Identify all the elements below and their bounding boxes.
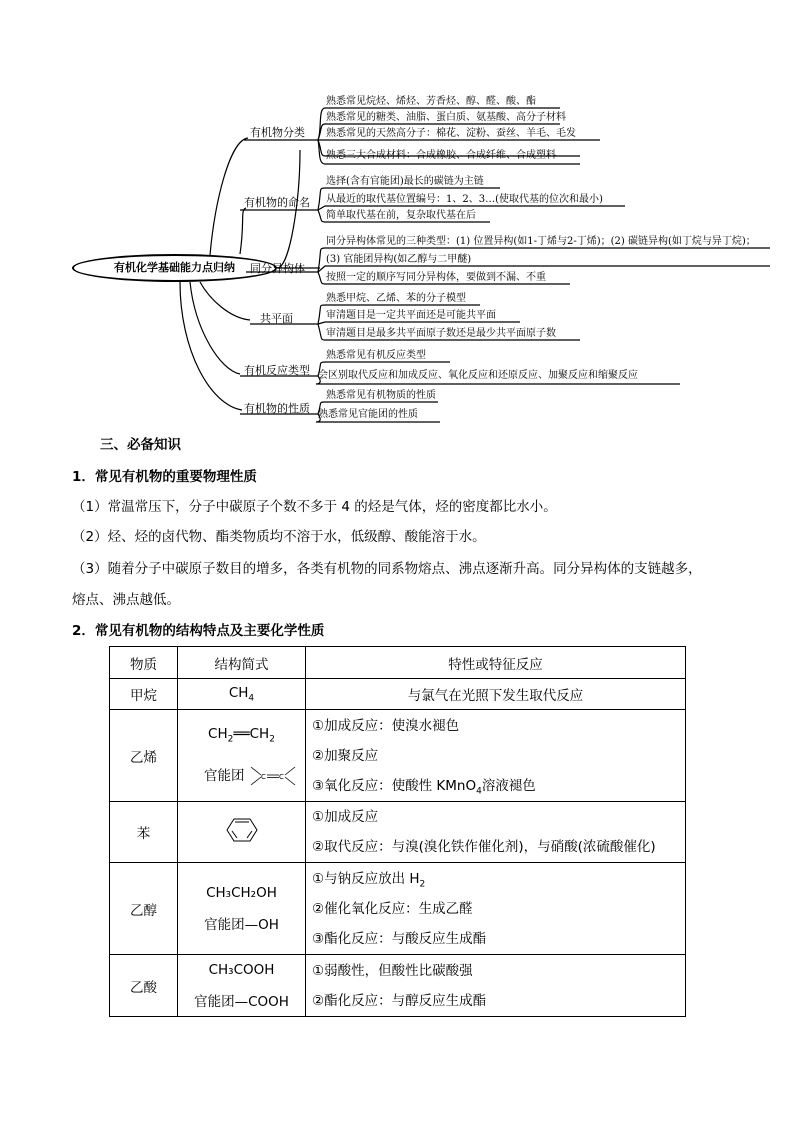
- formula-sub: 4: [476, 786, 482, 797]
- structure-formula: [178, 863, 306, 955]
- leaf: 熟悉常见的糖类、油脂、蛋白质、氨基酸、高分子材料: [326, 112, 566, 123]
- part1-p2: （2）烃、烃的卤代物、酯类物质均不溶于水，低级醇、酸能溶于水。: [72, 529, 486, 545]
- formula-sub: 4: [248, 693, 255, 704]
- table-row: [110, 863, 686, 955]
- reaction-text: ②催化氧化反应：生成乙醛: [312, 900, 473, 917]
- alkene-group-icon: [249, 763, 297, 789]
- branch-label-property: 有机物的性质: [244, 402, 310, 415]
- branch-label-reaction-type: 有机反应类型: [244, 364, 310, 377]
- functional-group-text: 官能团—OH: [204, 916, 279, 933]
- formula-text: CH: [208, 726, 228, 743]
- reaction-cell: [306, 955, 686, 1017]
- leaf: 熟悉三大合成材料：合成橡胶、合成纤维、合成塑料: [326, 150, 556, 161]
- leaf: 选择(含有官能团)最长的碳链为主链: [326, 176, 484, 187]
- leaf: 简单取代基在前，复杂取代基在后: [326, 210, 476, 221]
- leaf: 会区别取代反应和加成反应、氧化反应和还原反应、加聚反应和缩聚反应: [318, 370, 638, 381]
- leaf: 熟悉常见的天然高分子：棉花、淀粉、蚕丝、羊毛、毛发: [326, 128, 576, 139]
- table-row: [110, 710, 686, 802]
- leaf: 熟悉甲烷、乙烯、苯的分子模型: [326, 293, 466, 304]
- leaf: 熟悉常见有机物质的性质: [326, 390, 436, 401]
- formula-text: CH: [228, 684, 249, 701]
- reaction-text: [312, 864, 679, 894]
- header-reaction: 特性或特征反应: [306, 647, 686, 679]
- branch-label-isomer: 同分异构体: [250, 262, 305, 275]
- structure-formula: [178, 710, 306, 802]
- substance-name: 甲烷: [110, 679, 178, 710]
- formula-sub: 2: [419, 879, 426, 890]
- table-row: [110, 802, 686, 863]
- part1-p1: （1）常温常压下，分子中碳原子个数不多于 4 的烃是气体，烃的密度都比水小。: [72, 499, 557, 515]
- mindmap-root: 有机化学基础能力点归纳: [72, 254, 277, 282]
- header-structure: 结构简式: [178, 647, 306, 679]
- part1-heading: 1．常见有机物的重要物理性质: [72, 469, 257, 485]
- reaction-part: ③氧化反应：使酸性 KMnO: [312, 777, 477, 794]
- substance-name: 乙烯: [110, 710, 178, 802]
- reaction-text: 与氯气在光照下发生取代反应: [306, 679, 686, 710]
- reaction-text: [312, 771, 679, 801]
- organic-properties-table: [109, 646, 686, 1017]
- reaction-text: ②酯化反应：与醇反应生成酯: [312, 992, 487, 1009]
- leaf: 熟悉常见有机反应类型: [326, 350, 426, 361]
- reaction-text: ①加成反应：使溴水褪色: [312, 717, 460, 734]
- leaf: 从最近的取代基位置编号：1、2、3…(使取代基的位次和最小): [326, 194, 603, 205]
- reaction-part: ①与钠反应放出 H: [312, 870, 420, 887]
- benzene-ring-icon: [212, 813, 272, 847]
- reaction-text: ②加聚反应: [312, 747, 379, 764]
- reaction-cell: [306, 802, 686, 863]
- leaf: (3) 官能团异构(如乙醇与二甲醚): [326, 254, 472, 265]
- structure-formula: [178, 955, 306, 1017]
- double-bond: ══: [233, 726, 250, 743]
- formula-text: CH₃CH₂OH: [206, 884, 277, 901]
- svg-text:C: C: [278, 772, 284, 781]
- reaction-part: 溶液褪色: [481, 777, 536, 794]
- substance-name: 乙酸: [110, 955, 178, 1017]
- formula-text: CH: [249, 726, 270, 743]
- formula-sub: 2: [269, 734, 275, 745]
- reaction-cell: [306, 863, 686, 955]
- leaf: 同分异构体常见的三种类型：(1) 位置异构(如1-丁烯与2-丁烯)；(2) 碳链异构(如丁烷与异丁烷)；: [326, 236, 756, 247]
- functional-group-label: 官能团: [204, 767, 245, 784]
- branch-label-naming: 有机物的命名: [244, 196, 310, 209]
- substance-name: 苯: [110, 802, 178, 863]
- formula-sub: 2: [227, 734, 234, 745]
- reaction-cell: [306, 710, 686, 802]
- table-row: [110, 955, 686, 1017]
- branch-label-classification: 有机物分类: [250, 126, 305, 139]
- functional-group-text: 官能团—COOH: [194, 993, 289, 1010]
- leaf: 审清题目是一定共平面还是可能共平面: [326, 310, 496, 321]
- formula-text: CH₃COOH: [208, 961, 275, 978]
- table-row: [110, 679, 686, 710]
- header-substance: 物质: [110, 647, 178, 679]
- reaction-text: ③酯化反应：与酸反应生成酯: [312, 930, 487, 947]
- part1-p3b: 熔点、沸点越低。: [72, 592, 180, 608]
- structure-formula: [178, 679, 306, 710]
- leaf: 熟悉常见官能团的性质: [318, 409, 418, 420]
- leaf: 审清题目是最多共平面原子数还是最少共平面原子数: [326, 328, 556, 339]
- reaction-text: ②取代反应：与溴(溴化铁作催化剂)，与硝酸(浓硫酸催化): [312, 839, 656, 855]
- leaf: 熟悉常见烷烃、烯烃、芳香烃、醇、醛、酸、酯: [326, 96, 536, 107]
- svg-text:C: C: [260, 772, 266, 781]
- section-title: 三、必备知识: [100, 437, 181, 453]
- reaction-text: ①弱酸性，但酸性比碳酸强: [312, 962, 473, 979]
- branch-label-coplanar: 共平面: [260, 312, 293, 325]
- leaf: 按照一定的顺序写同分异构体，要做到不漏、不重: [326, 272, 546, 283]
- part2-heading: 2．常见有机物的结构特点及主要化学性质: [72, 623, 325, 639]
- structure-formula: [178, 802, 306, 863]
- reaction-text: ①加成反应: [312, 809, 379, 825]
- substance-name: 乙醇: [110, 863, 178, 955]
- part1-p3a: （3）随着分子中碳原子数目的增多，各类有机物的同系物熔点、沸点逐渐升高。同分异构体的支链越多，: [72, 561, 702, 577]
